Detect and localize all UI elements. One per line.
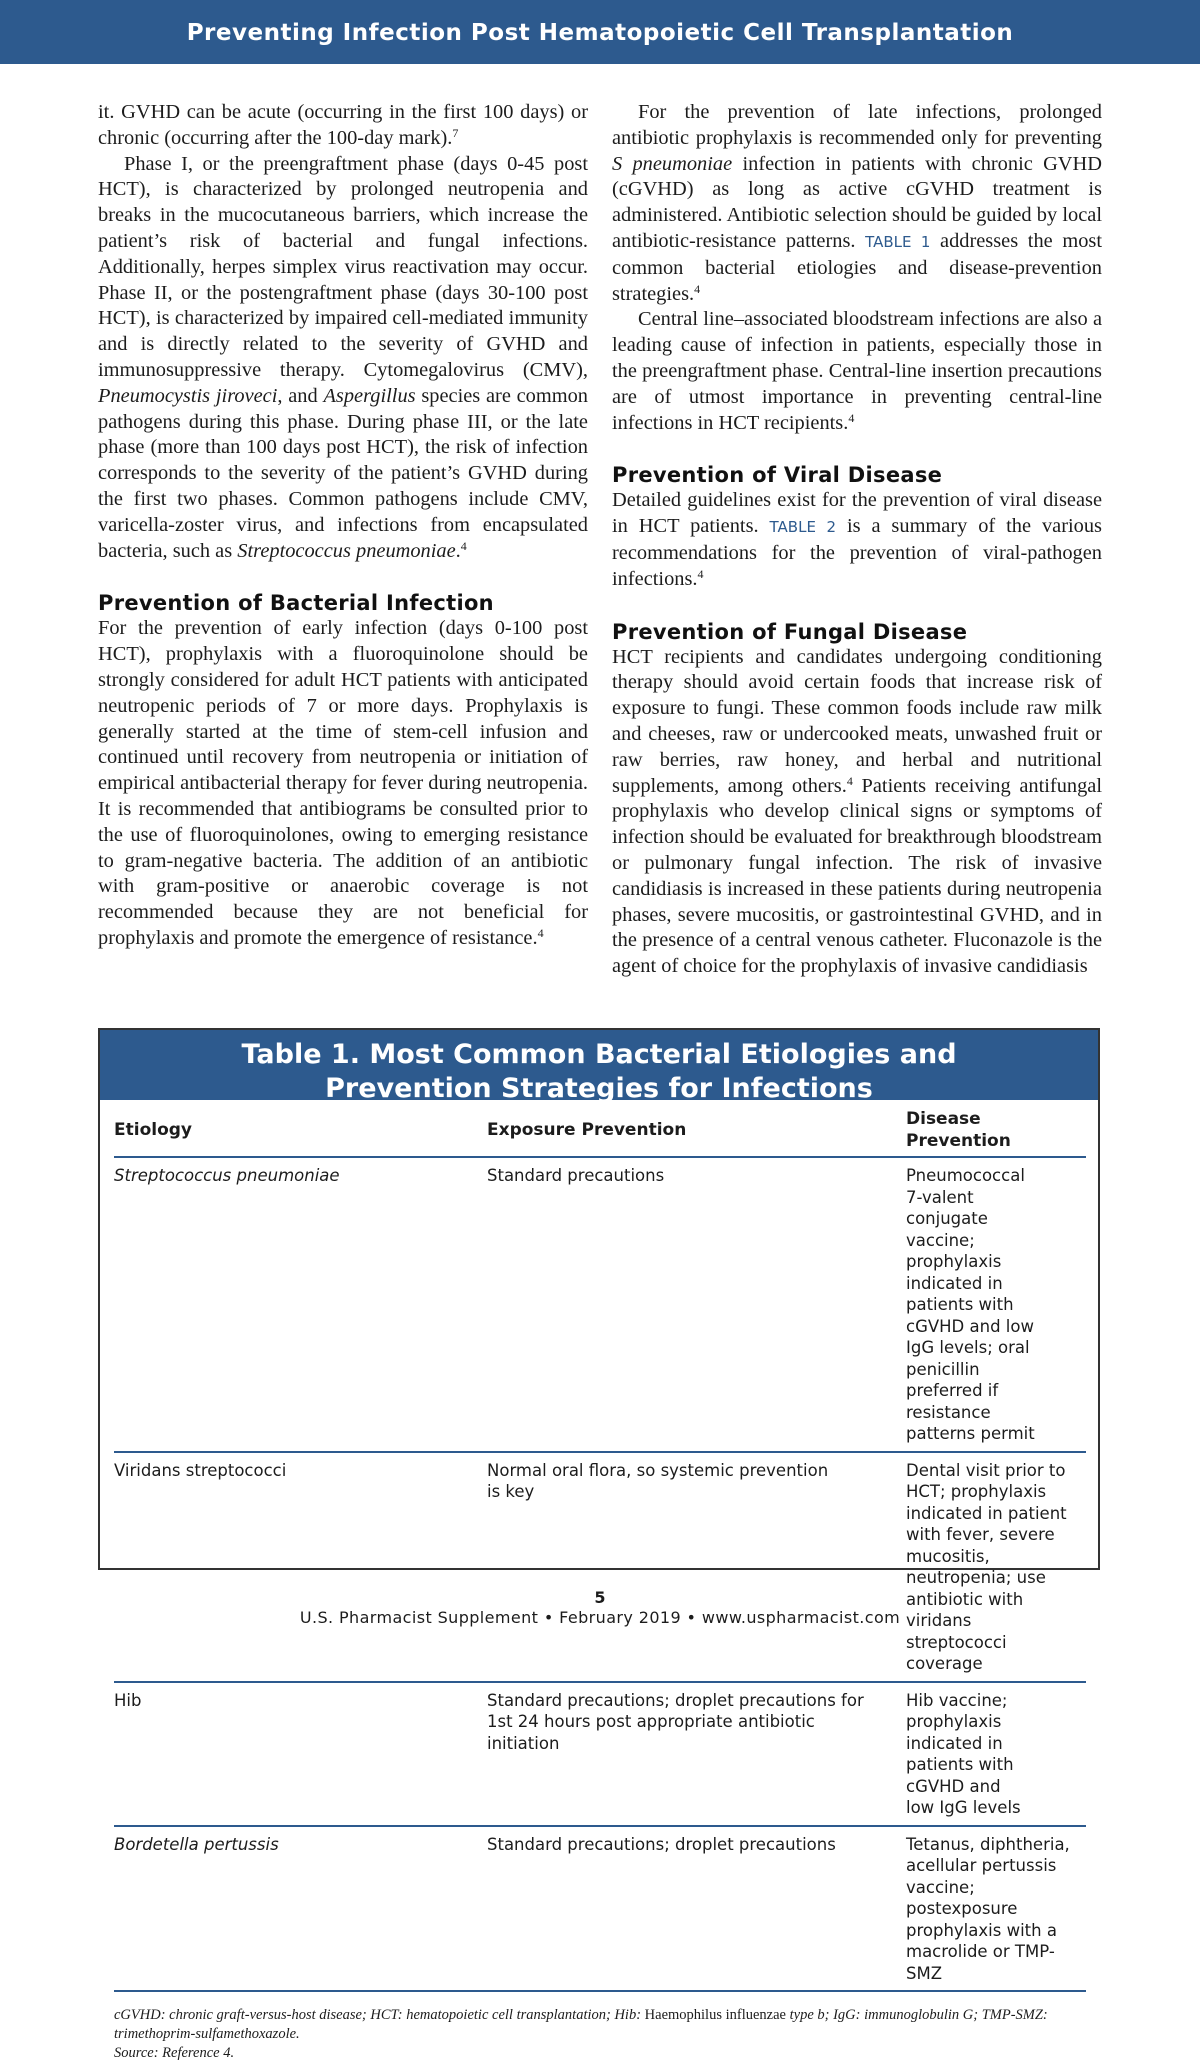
cell-disease: Pneumococcal 7-valent conjugate vaccine; prophylaxis indicated in patients with cGVHD and low IgG levels; oral penicillin preferred if resistance patterns permit [906, 1157, 1086, 1452]
table-row [114, 1826, 1086, 1992]
cell-disease: Tetanus, diphtheria, acellular pertussis vaccine; postexposure prophylaxis with a macrolide or TMP-SMZ [906, 1826, 1086, 1992]
cell-disease: Dental visit prior to HCT; prophylaxis indicated in patient with fever, severe mucositis, neutropenia; use antibiotic with viridans streptococci coverage [906, 1452, 1086, 1682]
left-column [98, 100, 588, 952]
cell-etiology: Bordetella pertussis [114, 1826, 487, 1992]
column-header-exposure: Exposure Prevention [487, 1106, 906, 1157]
table-2-reference[interactable]: TABLE 2 [769, 518, 837, 537]
table-row [114, 1452, 1086, 1682]
cell-etiology: Hib [114, 1682, 487, 1826]
paragraph-fungal: HCT recipients and candidates undergoing conditioning therapy should avoid certain foods that increase risk of exposure to fungi. These common foods include raw milk and cheeses, raw or undercooked meats, unwashed fruit or raw berries, raw honey, and herbal and nutritional supplements, among others.$^4$ Patients receiving antifungal prophylaxis who develop clinical signs or symptoms of infection should be evaluated for breakthrough bloodstream or pulmonary fungal infection. The risk of invasive candidiasis is increased in these patients during neutropenia phases, severe mucositis, or gastrointestinal GVHD, and in the presence of a central venous catheter. Fluconazole is the agent of choice for the prophylaxis of invasive candidiasis [612, 645, 1102, 978]
paragraph-late-infections: For the prevention of late infections, prolonged antibiotic prophylaxis is recommended only for preventing S pneumoniae infection in patients with chronic GVHD (cGVHD) as long as active cGVHD treatment is administered. Antibiotic selection should be guided by local antibiotic-resistance patterns. TABLE 1 addresses the most common bacterial etiologies and disease-prevention strategies.$^4$ [612, 101, 1103, 305]
heading-bacterial-infection: Prevention of Bacterial Infection [98, 591, 494, 616]
cell-disease: Hib vaccine; prophylaxis indicated in patients with cGVHD and low IgG levels [906, 1682, 1086, 1826]
paragraph-bacterial: For the prevention of early infection (days 0-100 post HCT), prophylaxis with a fluoroquinolone should be strongly considered for adult HCT patients with anticipated neutropenic periods of 7 or more days. Prophylaxis is generally started at the time of stem-cell infusion and continued until recovery from neutropenia or initiation of empirical antibacterial therapy for fever during neutropenia. It is recommended that antibiograms be consulted prior to the use of fluoroquinolones, owing to emerging resistance to gram-negative bacteria. The addition of an antibiotic with gram-positive or anaerobic coverage is not recommended because they are not beneficial for prophylaxis and promote the emergence of resistance.$^4$ [98, 617, 588, 949]
running-header: Preventing Infection Post Hematopoietic Cell Transplantation [0, 0, 1200, 64]
cell-exposure: Standard precautions; droplet precautions for 1st 24 hours post appropriate antibiotic initiation [487, 1682, 906, 1826]
cell-exposure: Standard precautions [487, 1157, 906, 1452]
table-title-line-1: Table 1. Most Common Bacterial Etiologies and [241, 1039, 957, 1070]
table-source: Source: Reference 4. [114, 2045, 235, 2061]
table-title-line-2: Prevention Strategies for Infections [325, 1073, 873, 1104]
cell-exposure: Normal oral flora, so systemic prevention is key [487, 1452, 906, 1682]
cell-etiology: Streptococcus pneumoniae [114, 1157, 487, 1452]
page-number: 5 [594, 1588, 606, 1607]
table-footnote: cGVHD: chronic graft-versus-host disease; HCT: hematopoietic cell transplantation; Hib: Haemophilus influenzae type b; IgG: immunoglobulin G; TMP-SMZ: trimethoprim-sulfamethoxazole. Source: Reference 4. [114, 2007, 1048, 2061]
cell-etiology: Viridans streptococci [114, 1452, 487, 1682]
paragraph-phases: Phase I, or the preengraftment phase (days 0-45 post HCT), is characterized by prolonged neutropenia and breaks in the mucocutaneous barriers, which increase the patient’s risk of bacterial and fungal infections. Additionally, herpes simplex virus reactivation may occur. Phase II, or the postengraftment phase (days 30-100 post HCT), is characterized by impaired cell-mediated immunity and is directly related to the severity of GVHD and immunosuppressive therapy. Cytomegalovirus (CMV), Pneumocystis jiroveci, and Aspergillus species are common pathogens during this phase. During phase III, or the late phase (more than 100 days post HCT), the risk of infection corresponds to the severity of the patient’s GVHD during the first two phases. Common pathogens include CMV, varicella-zoster virus, and infections from encapsulated bacteria, such as Streptococcus pneumoniae.$^4$ [98, 152, 588, 562]
column-header-etiology: Etiology [114, 1106, 487, 1157]
column-header-disease: Disease Prevention [906, 1106, 1086, 1157]
paragraph-gvhd: it. GVHD can be acute (occurring in the first 100 days) or chronic (occurring after the 100-day mark).$^7$ [98, 101, 588, 149]
page-footer: U.S. Pharmacist Supplement • February 2019 • www.uspharmacist.com [299, 1608, 901, 1627]
table-title [100, 1030, 1098, 1104]
paragraph-viral: Detailed guidelines exist for the prevention of viral disease in HCT patients. TABLE 2 is a summary of the various recommendations for the prevention of viral-pathogen infections.$^4$ [612, 489, 1102, 590]
etiology-table [114, 1106, 1086, 1992]
paragraph-central-line: Central line–associated bloodstream infections are also a leading cause of infection in patients, especially those in the preengraftment phase. Central-line insertion precautions are of utmost importance in preventing central-line infections in HCT recipients.$^4$ [612, 308, 1102, 434]
cell-exposure: Standard precautions; droplet precautions [487, 1826, 906, 1992]
table-1-reference[interactable]: TABLE 1 [865, 232, 931, 251]
heading-viral-disease: Prevention of Viral Disease [612, 463, 943, 488]
table-row [114, 1682, 1086, 1826]
table-row [114, 1157, 1086, 1452]
heading-fungal-disease: Prevention of Fungal Disease [612, 619, 968, 644]
right-column [612, 100, 1102, 980]
